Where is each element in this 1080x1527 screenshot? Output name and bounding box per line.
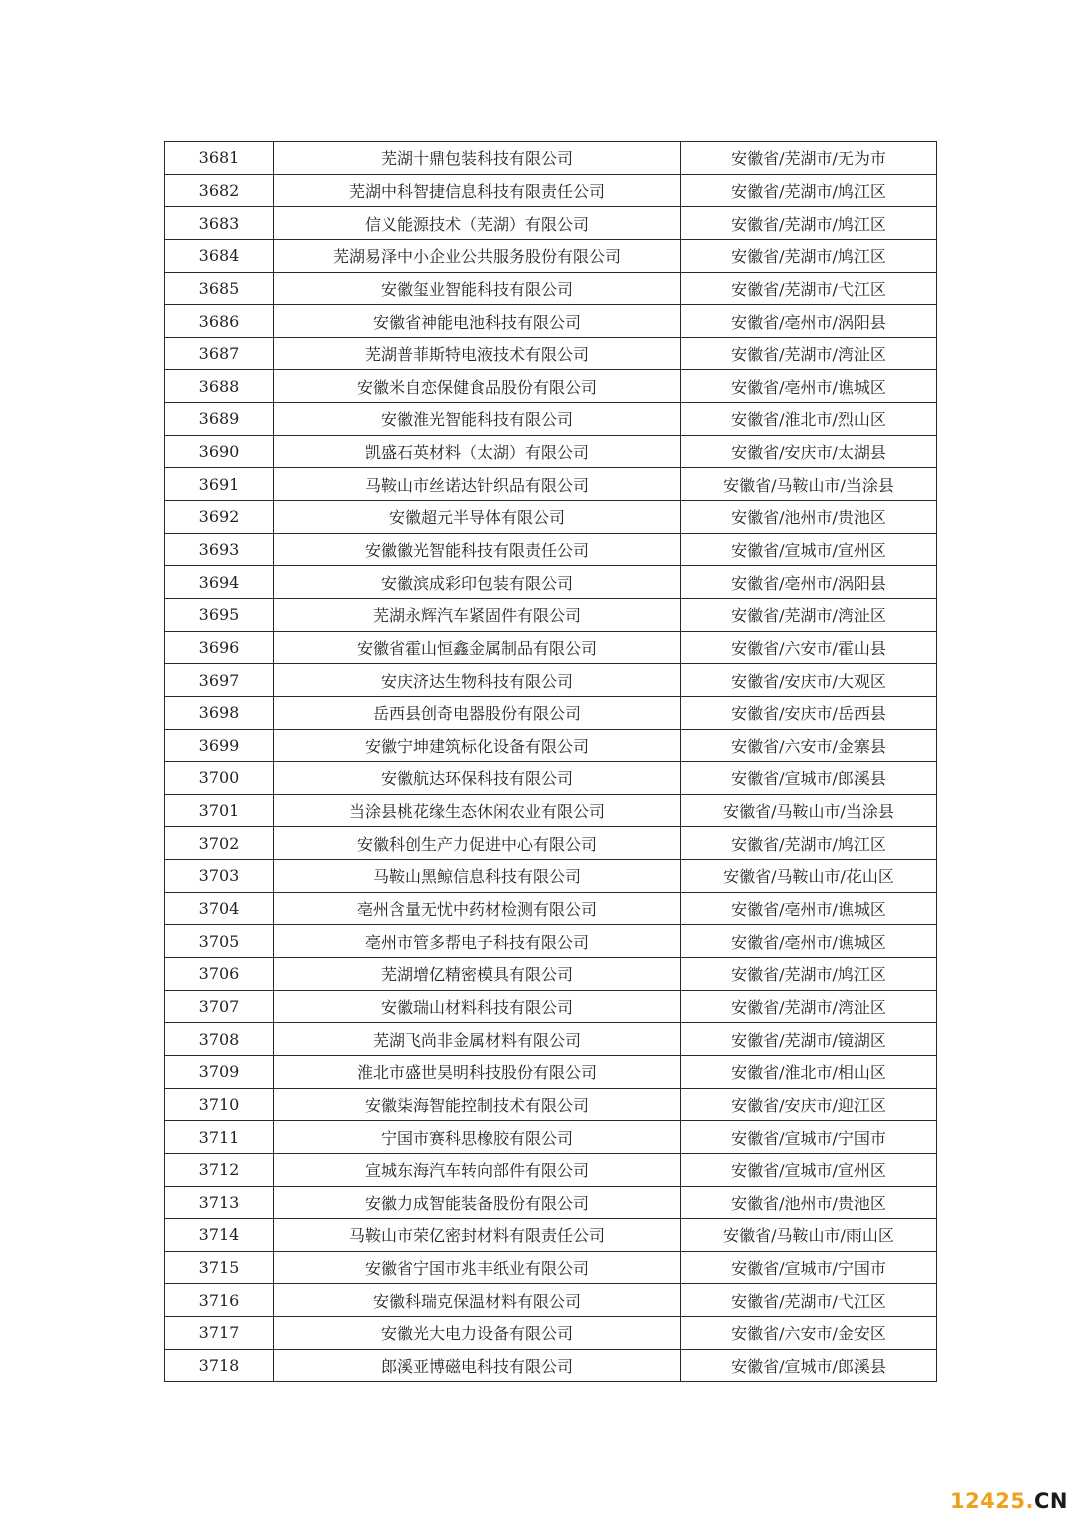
row-number-cell: 3710 — [165, 1088, 274, 1121]
region-cell: 安徽省/芜湖市/鸠江区 — [681, 958, 937, 991]
company-name-cell: 安徽省宁国市兆丰纸业有限公司 — [274, 1251, 681, 1284]
company-table — [164, 141, 937, 1382]
table-row — [165, 696, 937, 729]
region-cell: 安徽省/安庆市/岳西县 — [681, 696, 937, 729]
company-name-cell: 芜湖飞尚非金属材料有限公司 — [274, 1023, 681, 1056]
region-cell: 安徽省/宣城市/宁国市 — [681, 1251, 937, 1284]
table-row — [165, 990, 937, 1023]
region-cell: 安徽省/亳州市/涡阳县 — [681, 566, 937, 599]
table-row — [165, 272, 937, 305]
region-cell: 安徽省/芜湖市/无为市 — [681, 142, 937, 175]
row-number-cell: 3685 — [165, 272, 274, 305]
region-cell: 安徽省/马鞍山市/当涂县 — [681, 468, 937, 501]
company-name-cell: 安徽淮光智能科技有限公司 — [274, 403, 681, 436]
region-cell: 安徽省/池州市/贵池区 — [681, 501, 937, 534]
row-number-cell: 3686 — [165, 305, 274, 338]
watermark-dot: . — [1025, 1489, 1034, 1513]
row-number-cell: 3698 — [165, 696, 274, 729]
company-name-cell: 当涂县桃花缘生态休闲农业有限公司 — [274, 794, 681, 827]
table-row — [165, 1284, 937, 1317]
company-name-cell: 马鞍山市荣亿密封材料有限责任公司 — [274, 1219, 681, 1252]
table-row — [165, 762, 937, 795]
row-number-cell: 3712 — [165, 1153, 274, 1186]
row-number-cell: 3684 — [165, 239, 274, 272]
region-cell: 安徽省/马鞍山市/当涂县 — [681, 794, 937, 827]
row-number-cell: 3681 — [165, 142, 274, 175]
row-number-cell: 3694 — [165, 566, 274, 599]
region-cell: 安徽省/安庆市/迎江区 — [681, 1088, 937, 1121]
row-number-cell: 3714 — [165, 1219, 274, 1252]
table-row — [165, 958, 937, 991]
region-cell: 安徽省/安庆市/太湖县 — [681, 435, 937, 468]
row-number-cell: 3715 — [165, 1251, 274, 1284]
row-number-cell: 3688 — [165, 370, 274, 403]
table-row — [165, 1186, 937, 1219]
row-number-cell: 3717 — [165, 1317, 274, 1350]
row-number-cell: 3706 — [165, 958, 274, 991]
table-row — [165, 598, 937, 631]
table-row — [165, 631, 937, 664]
company-name-cell: 宣城东海汽车转向部件有限公司 — [274, 1153, 681, 1186]
region-cell: 安徽省/宣城市/宁国市 — [681, 1121, 937, 1154]
table-row — [165, 533, 937, 566]
region-cell: 安徽省/芜湖市/湾沚区 — [681, 337, 937, 370]
company-name-cell: 芜湖普菲斯特电液技术有限公司 — [274, 337, 681, 370]
region-cell: 安徽省/亳州市/谯城区 — [681, 925, 937, 958]
company-name-cell: 安徽科创生产力促进中心有限公司 — [274, 827, 681, 860]
company-name-cell: 安徽柒海智能控制技术有限公司 — [274, 1088, 681, 1121]
company-name-cell: 安徽省神能电池科技有限公司 — [274, 305, 681, 338]
table-row — [165, 435, 937, 468]
row-number-cell: 3701 — [165, 794, 274, 827]
company-name-cell: 亳州市管多帮电子科技有限公司 — [274, 925, 681, 958]
company-name-cell: 凯盛石英材料（太湖）有限公司 — [274, 435, 681, 468]
watermark-number: 12425 — [949, 1489, 1026, 1513]
company-name-cell: 芜湖永辉汽车紧固件有限公司 — [274, 598, 681, 631]
company-name-cell: 淮北市盛世昊明科技股份有限公司 — [274, 1055, 681, 1088]
table-row — [165, 1349, 937, 1382]
table-row — [165, 1251, 937, 1284]
region-cell: 安徽省/亳州市/谯城区 — [681, 370, 937, 403]
company-name-cell: 宁国市赛科思橡胶有限公司 — [274, 1121, 681, 1154]
table-row — [165, 892, 937, 925]
row-number-cell: 3683 — [165, 207, 274, 240]
company-name-cell: 安徽航达环保科技有限公司 — [274, 762, 681, 795]
table-row — [165, 207, 937, 240]
table-row — [165, 1055, 937, 1088]
company-name-cell: 安庆济达生物科技有限公司 — [274, 664, 681, 697]
region-cell: 安徽省/马鞍山市/雨山区 — [681, 1219, 937, 1252]
row-number-cell: 3682 — [165, 174, 274, 207]
company-name-cell: 安徽米自恋保健食品股份有限公司 — [274, 370, 681, 403]
company-name-cell: 安徽力成智能装备股份有限公司 — [274, 1186, 681, 1219]
table-row — [165, 174, 937, 207]
region-cell: 安徽省/宣城市/宣州区 — [681, 533, 937, 566]
region-cell: 安徽省/六安市/金安区 — [681, 1317, 937, 1350]
company-name-cell: 马鞍山黑鲸信息科技有限公司 — [274, 860, 681, 893]
row-number-cell: 3699 — [165, 729, 274, 762]
table-row — [165, 566, 937, 599]
table-row — [165, 1153, 937, 1186]
region-cell: 安徽省/芜湖市/镜湖区 — [681, 1023, 937, 1056]
company-name-cell: 安徽光大电力设备有限公司 — [274, 1317, 681, 1350]
region-cell: 安徽省/六安市/金寨县 — [681, 729, 937, 762]
region-cell: 安徽省/亳州市/谯城区 — [681, 892, 937, 925]
row-number-cell: 3705 — [165, 925, 274, 958]
table-row — [165, 1317, 937, 1350]
region-cell: 安徽省/六安市/霍山县 — [681, 631, 937, 664]
region-cell: 安徽省/马鞍山市/花山区 — [681, 860, 937, 893]
company-name-cell: 芜湖中科智捷信息科技有限责任公司 — [274, 174, 681, 207]
table-row — [165, 827, 937, 860]
row-number-cell: 3695 — [165, 598, 274, 631]
row-number-cell: 3689 — [165, 403, 274, 436]
table-row — [165, 729, 937, 762]
region-cell: 安徽省/芜湖市/鸠江区 — [681, 174, 937, 207]
table-row — [165, 501, 937, 534]
company-name-cell: 安徽徽光智能科技有限责任公司 — [274, 533, 681, 566]
table-row — [165, 925, 937, 958]
table-row — [165, 142, 937, 175]
table-row — [165, 239, 937, 272]
table-row — [165, 1121, 937, 1154]
row-number-cell: 3702 — [165, 827, 274, 860]
table-row — [165, 337, 937, 370]
row-number-cell: 3711 — [165, 1121, 274, 1154]
region-cell: 安徽省/芜湖市/鸠江区 — [681, 207, 937, 240]
company-name-cell: 岳西县创奇电器股份有限公司 — [274, 696, 681, 729]
table-row — [165, 794, 937, 827]
row-number-cell: 3703 — [165, 860, 274, 893]
company-name-cell: 郎溪亚博磁电科技有限公司 — [274, 1349, 681, 1382]
company-name-cell: 亳州含量无忧中药材检测有限公司 — [274, 892, 681, 925]
row-number-cell: 3690 — [165, 435, 274, 468]
company-name-cell: 马鞍山市丝诺达针织品有限公司 — [274, 468, 681, 501]
row-number-cell: 3707 — [165, 990, 274, 1023]
company-name-cell: 安徽超元半导体有限公司 — [274, 501, 681, 534]
row-number-cell: 3704 — [165, 892, 274, 925]
region-cell: 安徽省/安庆市/大观区 — [681, 664, 937, 697]
company-name-cell: 安徽科瑞克保温材料有限公司 — [274, 1284, 681, 1317]
region-cell: 安徽省/淮北市/烈山区 — [681, 403, 937, 436]
table-row — [165, 305, 937, 338]
region-cell: 安徽省/池州市/贵池区 — [681, 1186, 937, 1219]
row-number-cell: 3696 — [165, 631, 274, 664]
region-cell: 安徽省/宣城市/宣州区 — [681, 1153, 937, 1186]
table-row — [165, 1219, 937, 1252]
row-number-cell: 3700 — [165, 762, 274, 795]
row-number-cell: 3691 — [165, 468, 274, 501]
region-cell: 安徽省/亳州市/涡阳县 — [681, 305, 937, 338]
table-row — [165, 1088, 937, 1121]
table-row — [165, 664, 937, 697]
row-number-cell: 3697 — [165, 664, 274, 697]
table-row — [165, 403, 937, 436]
region-cell: 安徽省/芜湖市/弋江区 — [681, 1284, 937, 1317]
row-number-cell: 3716 — [165, 1284, 274, 1317]
row-number-cell: 3687 — [165, 337, 274, 370]
row-number-cell: 3713 — [165, 1186, 274, 1219]
company-name-cell: 安徽宁坤建筑标化设备有限公司 — [274, 729, 681, 762]
table-row — [165, 860, 937, 893]
row-number-cell: 3718 — [165, 1349, 274, 1382]
region-cell: 安徽省/芜湖市/鸠江区 — [681, 827, 937, 860]
region-cell: 安徽省/芜湖市/湾沚区 — [681, 990, 937, 1023]
site-watermark-logo — [950, 1489, 1068, 1513]
company-name-cell: 芜湖易泽中小企业公共服务股份有限公司 — [274, 239, 681, 272]
company-name-cell: 安徽瑞山材料科技有限公司 — [274, 990, 681, 1023]
company-name-cell: 芜湖增亿精密模具有限公司 — [274, 958, 681, 991]
table-row — [165, 468, 937, 501]
row-number-cell: 3692 — [165, 501, 274, 534]
table-row — [165, 370, 937, 403]
region-cell: 安徽省/宣城市/郎溪县 — [681, 1349, 937, 1382]
region-cell: 安徽省/芜湖市/鸠江区 — [681, 239, 937, 272]
company-name-cell: 信义能源技术（芜湖）有限公司 — [274, 207, 681, 240]
row-number-cell: 3709 — [165, 1055, 274, 1088]
company-name-cell: 芜湖十鼎包装科技有限公司 — [274, 142, 681, 175]
company-name-cell: 安徽玺业智能科技有限公司 — [274, 272, 681, 305]
company-name-cell: 安徽省霍山恒鑫金属制品有限公司 — [274, 631, 681, 664]
company-name-cell: 安徽滨成彩印包装有限公司 — [274, 566, 681, 599]
watermark-suffix: CN — [1034, 1489, 1068, 1513]
row-number-cell: 3693 — [165, 533, 274, 566]
region-cell: 安徽省/淮北市/相山区 — [681, 1055, 937, 1088]
table-row — [165, 1023, 937, 1056]
region-cell: 安徽省/芜湖市/弋江区 — [681, 272, 937, 305]
region-cell: 安徽省/宣城市/郎溪县 — [681, 762, 937, 795]
company-table-body — [165, 142, 937, 1382]
row-number-cell: 3708 — [165, 1023, 274, 1056]
region-cell: 安徽省/芜湖市/湾沚区 — [681, 598, 937, 631]
